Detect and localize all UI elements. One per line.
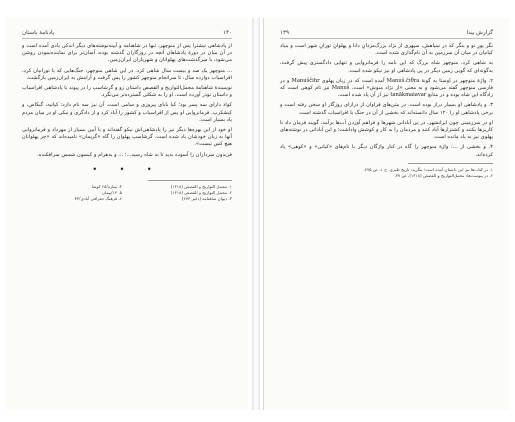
right-paragraph-5: او در سرزمینی چون ایرانشهر، در پی آبادانی شهرها و فراهم آوردن آب‌ها برآمد. گویند فرمان داد تا کاریزها بکنند و کشتزارها آباد کنند و مردمان را به کار و کوشش واداشت؛ و این آبادانی در نوشته‌های پهلوی نیز به یاد مانده است. [280, 119, 493, 141]
section-ornament: • • • [92, 164, 162, 174]
right-paragraph-1: نگر پورِ تو و بنگر که در سپاهش، سپهری از نژاد بزرگ‌مردانِ دانا و پهلوانِ تورانِ شهر است و بنیاد کیانیان در میان آن سرزمین به آن نام‌گذاری شده است. [280, 43, 493, 57]
right-page-number: ۱۳۹ [280, 30, 290, 36]
left-footnotes [22, 184, 232, 202]
left-closing-line: فریدون سرداران را آسوده بدید تا به شاه رسید...؛ ... و به‌هرام و کیسون شمس سرافکنده. [37, 151, 232, 158]
right-paragraph-3: ۲. واژهٔ منوچهر در اوستا به گونهٔ Manuš.čiθra آمده است که در زبان پهلوی Manuščihr و در فارسی منوچهر گفته می‌شود و به معنی «از نژاد منوش» است. Manuš نیز نام کوهی است که زادگاه این شاه بوده و در منابع tanākmaiavar نیز از آن یاد شده است. [280, 77, 493, 99]
footnote-rule [408, 163, 493, 164]
right-paragraph-6: ۴. و بخشی از ...: واژهٔ منوچهر را گاه در کنار واژگان دیگر با نام‌های «کیانی» و «کوهی» یاد کرده‌اند. [280, 144, 493, 158]
left-paragraph-2: ... منوچهر یک صد و بیست سال شاهی کرد. در این شاهی منوچهر، جنگ‌هایی که با تورانیان کرد، افراسیاب دوازده سال، تا سرانجام منوچهر کشور را پس گرفت و آرامش به ایران‌زمین بازگشت. [22, 67, 232, 81]
left-paragraph-3: نویسندهٔ شاهنامهٔ مجمل‌التواریخ و القصص داستان زو و گرشاسپ را در پیوند با پادشاهی افراسیاب و داستان نوذر آورده است. او را به شکلی گسترده‌تر می‌نگرد. [22, 85, 232, 99]
footnote-rule [148, 180, 232, 181]
left-page [6, 18, 248, 410]
left-paragraph-1: از پادشاهی تیشترا پس از منوچهر، تنها در شاهنامه و آیینه‌نوشته‌های دیگر اندکی یادی آمده است و در آن میان در دورهٔ پادشاهان آنچه در روزگاران گذشته بوده، آسان‌تر برای نماینده‌نمودن روشن می‌شود، با سرگذشت‌های پهلوانان و شهریاران ایران‌زمین. [22, 43, 232, 64]
right-page [263, 18, 509, 410]
book-gutter [252, 18, 260, 410]
left-paragraph-4: کواذ دارای سه پسر بود؛ کیا بابای پیروزی و سامی است. آن نیز سه نام دارد: کیانیه، گیکاس، و کیشکرپ. فرمانروایی او پس از افراسیاب و کشور را آباد کرد و از دادگری و نیکی او در میان مردم یاد بسیار است. [22, 102, 232, 123]
left-page-header [22, 30, 232, 39]
left-paragraph-5: او خود از این بهره‌ها دیگر نیز را پادشاهی‌اش نیکو گفته‌اند و با آیین بسیار از مهرداد و فرمانروایی آنها به زبان خودشان یاد شده است. گرشاسپ پهلوان را گاه «گریمان» نامیده‌اند که «جز پهلوانان هیچ کس نیست». [22, 127, 232, 148]
footnote: ۵. ۱۳/پیمان [101, 189, 122, 195]
footnote: ۲. مجمل التواریخ و القصص (۱۳۱۸) [170, 189, 232, 195]
footnote: ۱. در کتاب‌ها نیز این داستان آمده است؛ بنگرید: تاریخ طبری، ج ۱، ص ۲۷۵. [363, 166, 493, 172]
footnote: ۶. فرهنگ جغرافی آبادی/۴۳ [74, 195, 122, 201]
footnote: ۳. دیوان شاهنامه (دابیر ۲۷۳) [181, 195, 232, 201]
footnote: ۲. در پیوست‌ها: مجمل‌التواریخ و القصص (۱۳۱۸)، ص ۳۷. [394, 172, 493, 178]
right-running-head: گزارش پیدا [466, 30, 493, 36]
right-paragraph-4: ۳. و پادشاهی او بسیار دراز بوده است. در متن‌های فراوان از درازای روزگار او سخن رفته است و برخی پادشاهی او را ۱۲۰ سال دانسته‌اند که بخشی از آن در جنگ با افراسیاب گذشته است. [280, 102, 493, 116]
footnote: ۴. پتیاره/۲۵ کوشا [91, 183, 122, 189]
right-paragraph-2: به شاهی کرد. منوچهر شاه بزرگ که این نامه را فرمانروایی و تنهایی دادگستری پیش گرفت، به‌گونه‌ای که گویی زمین دیگر در پی پادشاهی او نیز نیکو شده است. [280, 60, 493, 74]
left-page-number: ۱۴۰ [222, 30, 232, 36]
left-running-head: یادنامهٔ باستان [22, 30, 55, 36]
footnote: ۱. مجمل التواریخ و القصص (۱۳۱۸) [170, 183, 232, 189]
right-page-header [280, 30, 493, 39]
